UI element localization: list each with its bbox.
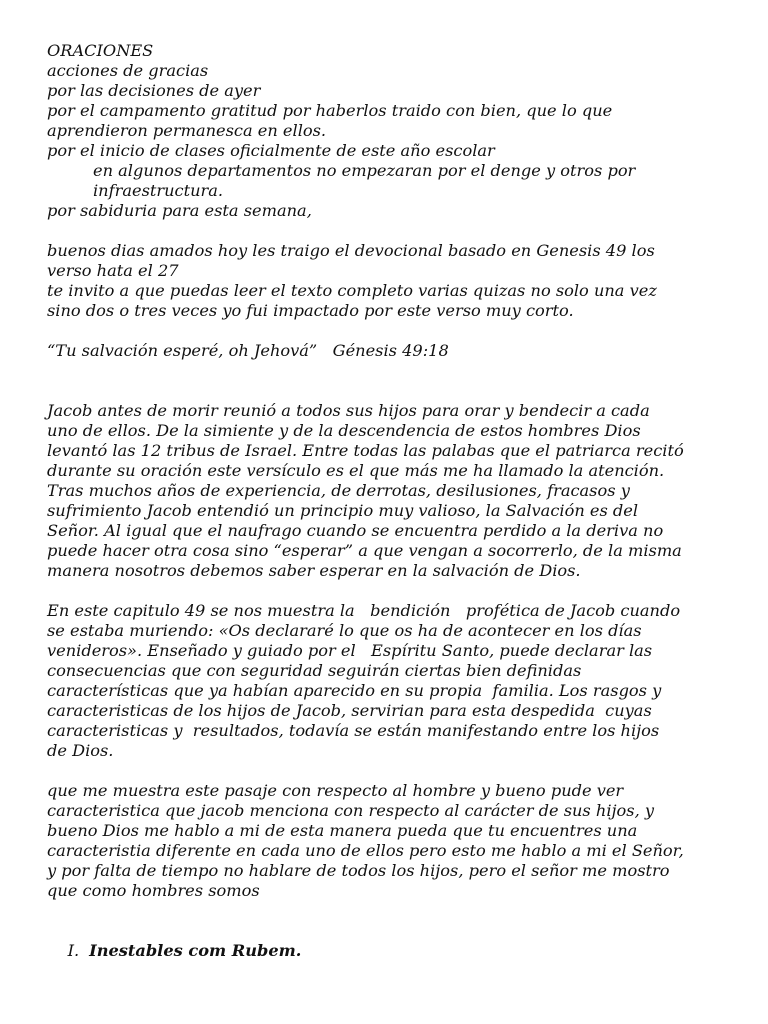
section-number: I. [67,941,80,960]
intro-line: sino dos o tres veces yo fui impactado por este verso muy corto. [47,301,574,320]
paragraph3-line: caracteristia diferente en cada uno de ellos pero esto me hablo a mi el Señor, [47,841,684,860]
paragraph2-line: caracteristicas de los hijos de Jacob, servirian para esta despedida cuyas [47,701,652,720]
oraciones-indented-line: en algunos departamentos no empezaran por el denge y otros por [93,161,636,180]
paragraph1-line: Tras muchos años de experiencia, de derrotas, desilusiones, fracasos y [47,481,630,500]
oraciones-line: por las decisiones de ayer [47,81,261,100]
paragraph1-line: manera nosotros debemos saber esperar en la salvación de Dios. [47,561,581,580]
oraciones-line: por el campamento gratitud por haberlos traido con bien, que lo que [47,101,613,120]
spacer [47,321,727,341]
paragraph1-line: Señor. Al igual que el naufrago cuando se encuentra perdido a la deriva no [47,521,664,540]
paragraph2-line: caracteristicas y resultados, todavía se están manifestando entre los hijos [47,721,660,740]
paragraph2-line: En este capitulo 49 se nos muestra la bendición profética de Jacob cuando [47,601,681,620]
spacer [47,361,727,401]
paragraph1-line: Jacob antes de morir reunió a todos sus hijos para orar y bendecir a cada [47,401,650,420]
oraciones-last-line: por sabiduria para esta semana, [47,201,312,220]
intro-line: verso hata el 27 [47,261,179,280]
paragraph1-line: sufrimiento Jacob entendió un principio muy valioso, la Salvación es del [47,501,639,520]
oraciones-line: por el inicio de clases oficialmente de este año escolar [47,141,495,160]
paragraph3-line: y por falta de tiempo no hablare de todos los hijos, pero el señor me mostro [47,861,670,880]
oraciones-indented-line: infraestructura. [93,181,224,200]
paragraph1-line: durante su oración este versículo es el que más me ha llamado la atención. [47,461,665,480]
paragraph1-line: uno de ellos. De la simiente y de la descendencia de estos hombres Dios [47,421,641,440]
document-page [47,41,727,960]
paragraph3-line: que como hombres somos [47,881,260,900]
paragraph2-line: venideros». Enseñado y guiado por el Espíritu Santo, puede declarar las [47,641,653,660]
paragraph2-line: se estaba muriendo: «Os declararé lo que os ha de acontecer en los días [47,621,642,640]
paragraph1-line: puede hacer otra cosa sino “esperar” a que vengan a socorrerlo, de la misma [47,541,682,560]
intro-line: te invito a que puedas leer el texto completo varias quizas no solo una vez [47,281,657,300]
oraciones-title: ORACIONES [47,41,154,60]
paragraph2-line: consecuencias que con seguridad seguirán ciertas bien definidas [47,661,582,680]
paragraph2-line: de Dios. [47,741,114,760]
spacer [47,901,727,921]
section-heading [47,921,727,960]
spacer [47,221,727,241]
verse-quote: “Tu salvación esperé, oh Jehová” Génesis 49:18 [47,341,449,360]
paragraph2-line: características que ya habían aparecido en su propia familia. Los rasgos y [47,681,662,700]
oraciones-line: aprendieron permanesca en ellos. [47,121,327,140]
intro-line: buenos dias amados hoy les traigo el devocional basado en Genesis 49 los [47,241,655,260]
section-title: Inestables com Rubem. [89,941,302,960]
paragraph3-line: que me muestra este pasaje con respecto al hombre y bueno pude ver [47,781,624,800]
paragraph1-line: levantó las 12 tribus de Israel. Entre todas las palabas que el patriarca recitó [47,441,684,460]
spacer [47,581,727,601]
oraciones-line: acciones de gracias [47,61,209,80]
paragraph3-line: caracteristica que jacob menciona con respecto al carácter de sus hijos, y [47,801,654,820]
paragraph3-line: bueno Dios me hablo a mi de esta manera pueda que tu encuentres una [47,821,638,840]
spacer [47,761,727,781]
